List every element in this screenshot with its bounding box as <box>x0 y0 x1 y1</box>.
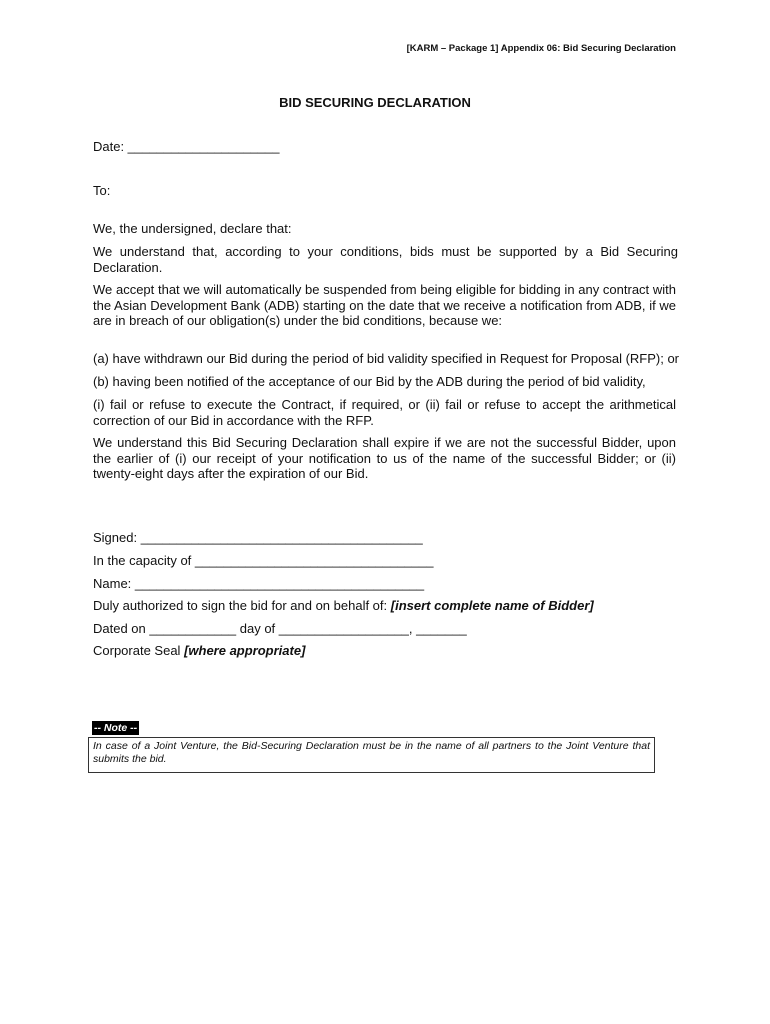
note-text: In case of a Joint Venture, the Bid-Securing Declaration must be in the name of all partners to the Joint Venture that submits the bid. <box>93 740 650 765</box>
note-label: -- Note -- <box>94 722 138 734</box>
condition-b-block <box>93 374 676 390</box>
to-line <box>93 183 676 199</box>
note-box <box>88 737 655 773</box>
capacity-line: In the capacity of _________________________________ <box>93 553 434 568</box>
paragraph-undersigned: We, the undersigned, declare that: <box>93 221 292 236</box>
declaration-paragraph-2 <box>93 244 678 275</box>
condition-i-ii-block <box>93 397 676 428</box>
authorized-label: Duly authorized to sign the bid for and on behalf of: <box>93 598 391 613</box>
condition-a: (a) have withdrawn our Bid during the period of bid validity specified in Request for Proposal (RFP); or <box>93 351 680 366</box>
paragraph-suspension: We accept that we will automatically be suspended from being eligible for bidding in any contract with the Asian Development Bank (ADB) starting on the date that we receive a notification from ADB, if we are in breach of our obligation(s) under the bid conditions, because we: <box>93 282 676 328</box>
bidder-name-placeholder: [insert complete name of Bidder] <box>390 598 594 613</box>
date-field-label: Date: _____________________ <box>93 139 280 154</box>
declaration-paragraph-3 <box>93 282 676 329</box>
date-line <box>93 139 676 155</box>
paragraph-expiry: We understand this Bid Securing Declaration shall expire if we are not the successful Bidder, upon the earlier of (i) our receipt of your notification to us of the name of the successful Bidder; or (ii) twenty-eight days after the expiration of our Bid. <box>93 435 676 481</box>
document-title: BID SECURING DECLARATION <box>279 95 471 110</box>
dated-line: Dated on ____________ day of __________________, _______ <box>93 621 467 636</box>
page-header-reference: [KARM – Package 1] Appendix 06: Bid Securing Declaration <box>406 43 676 54</box>
declaration-intro <box>93 221 676 237</box>
paragraph-requirement: We understand that, according to your conditions, bids must be supported by a Bid Securing Declaration. <box>93 244 678 275</box>
condition-b: (b) having been notified of the acceptance of our Bid by the ADB during the period of bid validity, <box>93 374 646 389</box>
name-line: Name: ________________________________________ <box>93 576 425 591</box>
seal-placeholder: [where appropriate] <box>184 643 306 658</box>
signed-line: Signed: _______________________________________ <box>93 530 423 545</box>
authorized-line <box>93 598 594 613</box>
declaration-paragraph-expiry <box>93 435 676 482</box>
condition-a-block <box>93 351 753 367</box>
condition-i-ii: (i) fail or refuse to execute the Contract, if required, or (ii) fail or refuse to accept the arithmetical correction of our Bid in accordance with the RFP. <box>93 397 676 428</box>
seal-line <box>93 643 305 658</box>
to-label: To: <box>93 183 111 198</box>
seal-label: Corporate Seal <box>93 643 185 658</box>
